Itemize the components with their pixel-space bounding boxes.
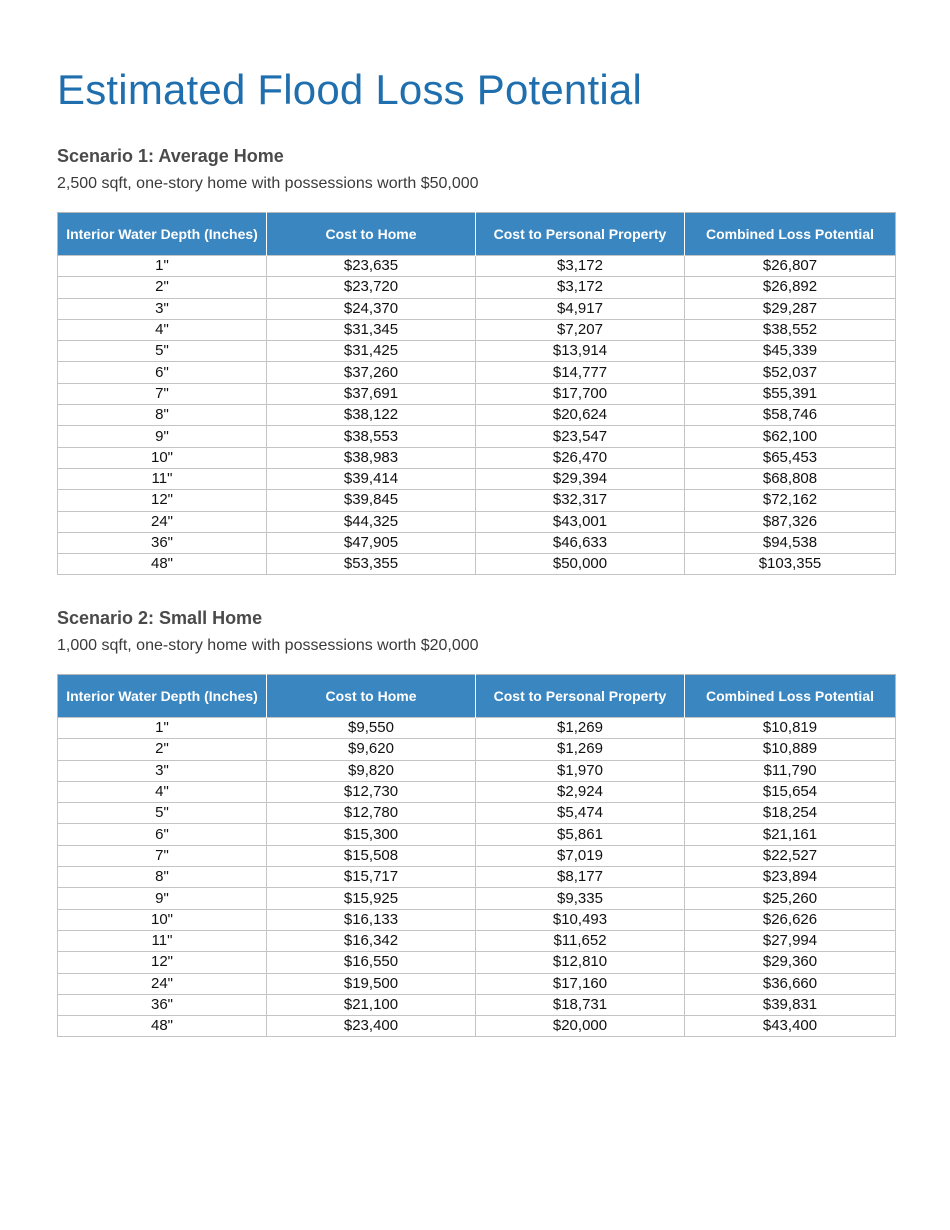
cell-combined: $29,360: [685, 952, 896, 973]
cell-cost-home: $44,325: [267, 511, 476, 532]
cell-cost-home: $16,342: [267, 930, 476, 951]
cell-cost-property: $13,914: [476, 341, 685, 362]
cell-cost-property: $1,970: [476, 760, 685, 781]
cell-depth: 8": [58, 867, 267, 888]
cell-cost-property: $17,700: [476, 383, 685, 404]
table-row: [58, 426, 896, 447]
cell-cost-property: $3,172: [476, 277, 685, 298]
cell-cost-property: $10,493: [476, 909, 685, 930]
cell-combined: $23,894: [685, 867, 896, 888]
cell-combined: $55,391: [685, 383, 896, 404]
cell-combined: $103,355: [685, 554, 896, 575]
table-row: [58, 994, 896, 1015]
cell-combined: $45,339: [685, 341, 896, 362]
cell-depth: 4": [58, 781, 267, 802]
table-body: [58, 718, 896, 1037]
cell-cost-property: $5,861: [476, 824, 685, 845]
cell-depth: 11": [58, 468, 267, 489]
cell-combined: $15,654: [685, 781, 896, 802]
cell-cost-home: $24,370: [267, 298, 476, 319]
column-header-combined: Combined Loss Potential: [685, 675, 896, 718]
cell-depth: 9": [58, 888, 267, 909]
cell-combined: $87,326: [685, 511, 896, 532]
cell-combined: $43,400: [685, 1016, 896, 1037]
cell-depth: 10": [58, 909, 267, 930]
cell-cost-property: $4,917: [476, 298, 685, 319]
cell-combined: $68,808: [685, 468, 896, 489]
table-row: [58, 277, 896, 298]
table-row: [58, 532, 896, 553]
cell-depth: 3": [58, 760, 267, 781]
cell-cost-property: $14,777: [476, 362, 685, 383]
cell-cost-property: $7,019: [476, 845, 685, 866]
cell-depth: 36": [58, 994, 267, 1015]
cell-cost-property: $32,317: [476, 490, 685, 511]
cell-cost-home: $23,635: [267, 256, 476, 277]
cell-combined: $62,100: [685, 426, 896, 447]
cell-depth: 24": [58, 511, 267, 532]
cell-combined: $65,453: [685, 447, 896, 468]
cell-cost-property: $5,474: [476, 803, 685, 824]
cell-cost-home: $37,691: [267, 383, 476, 404]
table-row: [58, 341, 896, 362]
table-row: [58, 490, 896, 511]
cell-cost-home: $9,550: [267, 718, 476, 739]
cell-cost-home: $16,550: [267, 952, 476, 973]
cell-cost-home: $37,260: [267, 362, 476, 383]
table-row: [58, 319, 896, 340]
cell-cost-home: $38,122: [267, 405, 476, 426]
table-row: [58, 973, 896, 994]
cell-cost-home: $39,414: [267, 468, 476, 489]
cell-cost-home: $53,355: [267, 554, 476, 575]
cell-depth: 6": [58, 824, 267, 845]
cell-depth: 5": [58, 341, 267, 362]
table-row: [58, 383, 896, 404]
table-row: [58, 447, 896, 468]
table-row: [58, 739, 896, 760]
cell-combined: $10,819: [685, 718, 896, 739]
cell-depth: 9": [58, 426, 267, 447]
cell-cost-property: $29,394: [476, 468, 685, 489]
scenario-1-table: [57, 212, 896, 575]
cell-cost-property: $1,269: [476, 718, 685, 739]
table-row: [58, 256, 896, 277]
cell-cost-property: $3,172: [476, 256, 685, 277]
cell-combined: $22,527: [685, 845, 896, 866]
cell-depth: 11": [58, 930, 267, 951]
table-header-row: [58, 213, 896, 256]
column-header-cost-property: Cost to Personal Property: [476, 213, 685, 256]
table-row: [58, 468, 896, 489]
table-row: [58, 952, 896, 973]
table-row: [58, 888, 896, 909]
cell-cost-property: $7,207: [476, 319, 685, 340]
cell-cost-property: $17,160: [476, 973, 685, 994]
cell-combined: $18,254: [685, 803, 896, 824]
table-row: [58, 1016, 896, 1037]
column-header-combined: Combined Loss Potential: [685, 213, 896, 256]
column-header-depth: Interior Water Depth (Inches): [58, 213, 267, 256]
cell-cost-home: $9,820: [267, 760, 476, 781]
cell-cost-property: $1,269: [476, 739, 685, 760]
cell-combined: $52,037: [685, 362, 896, 383]
cell-combined: $11,790: [685, 760, 896, 781]
table-row: [58, 718, 896, 739]
table-row: [58, 909, 896, 930]
cell-cost-home: $16,133: [267, 909, 476, 930]
scenario-2-heading: Scenario 2: Small Home: [57, 608, 263, 628]
cell-cost-property: $8,177: [476, 867, 685, 888]
cell-combined: $58,746: [685, 405, 896, 426]
cell-cost-home: $31,345: [267, 319, 476, 340]
cell-depth: 3": [58, 298, 267, 319]
column-header-cost-home: Cost to Home: [267, 675, 476, 718]
cell-depth: 48": [58, 554, 267, 575]
table-row: [58, 824, 896, 845]
table-row: [58, 511, 896, 532]
cell-depth: 48": [58, 1016, 267, 1037]
cell-combined: $27,994: [685, 930, 896, 951]
cell-cost-home: $19,500: [267, 973, 476, 994]
cell-cost-property: $11,652: [476, 930, 685, 951]
cell-depth: 7": [58, 383, 267, 404]
cell-cost-home: $39,845: [267, 490, 476, 511]
table-row: [58, 554, 896, 575]
scenario-1-heading: Scenario 1: Average Home: [57, 146, 284, 166]
cell-cost-property: $2,924: [476, 781, 685, 802]
cell-cost-property: $23,547: [476, 426, 685, 447]
table-row: [58, 760, 896, 781]
cell-cost-property: $50,000: [476, 554, 685, 575]
column-header-cost-property: Cost to Personal Property: [476, 675, 685, 718]
cell-combined: $26,807: [685, 256, 896, 277]
cell-cost-home: $38,983: [267, 447, 476, 468]
cell-combined: $29,287: [685, 298, 896, 319]
cell-depth: 12": [58, 952, 267, 973]
cell-cost-property: $20,624: [476, 405, 685, 426]
cell-cost-property: $20,000: [476, 1016, 685, 1037]
cell-combined: $38,552: [685, 319, 896, 340]
cell-combined: $72,162: [685, 490, 896, 511]
cell-depth: 2": [58, 739, 267, 760]
cell-cost-home: $15,717: [267, 867, 476, 888]
cell-depth: 5": [58, 803, 267, 824]
cell-cost-home: $12,780: [267, 803, 476, 824]
cell-cost-property: $9,335: [476, 888, 685, 909]
cell-cost-home: $15,300: [267, 824, 476, 845]
table-row: [58, 845, 896, 866]
table-row: [58, 930, 896, 951]
table-row: [58, 405, 896, 426]
cell-depth: 10": [58, 447, 267, 468]
cell-depth: 36": [58, 532, 267, 553]
scenario-1-description: 2,500 sqft, one-story home with possessions worth $50,000: [57, 175, 479, 192]
cell-cost-home: $38,553: [267, 426, 476, 447]
cell-combined: $36,660: [685, 973, 896, 994]
cell-cost-property: $12,810: [476, 952, 685, 973]
scenario-2-table: [57, 674, 896, 1037]
cell-depth: 7": [58, 845, 267, 866]
scenario-2-description: 1,000 sqft, one-story home with possessions worth $20,000: [57, 637, 479, 654]
cell-cost-property: $43,001: [476, 511, 685, 532]
cell-combined: $10,889: [685, 739, 896, 760]
cell-cost-home: $47,905: [267, 532, 476, 553]
table-row: [58, 781, 896, 802]
cell-depth: 4": [58, 319, 267, 340]
page-title: Estimated Flood Loss Potential: [57, 66, 642, 113]
cell-cost-home: $23,720: [267, 277, 476, 298]
column-header-cost-home: Cost to Home: [267, 213, 476, 256]
table-row: [58, 867, 896, 888]
cell-cost-property: $46,633: [476, 532, 685, 553]
cell-depth: 24": [58, 973, 267, 994]
cell-depth: 12": [58, 490, 267, 511]
table-body: [58, 256, 896, 575]
cell-depth: 2": [58, 277, 267, 298]
cell-cost-property: $26,470: [476, 447, 685, 468]
cell-cost-home: $12,730: [267, 781, 476, 802]
cell-combined: $94,538: [685, 532, 896, 553]
cell-cost-home: $15,508: [267, 845, 476, 866]
cell-combined: $39,831: [685, 994, 896, 1015]
column-header-depth: Interior Water Depth (Inches): [58, 675, 267, 718]
cell-combined: $21,161: [685, 824, 896, 845]
cell-depth: 8": [58, 405, 267, 426]
table-row: [58, 362, 896, 383]
table-header-row: [58, 675, 896, 718]
cell-cost-home: $23,400: [267, 1016, 476, 1037]
table-row: [58, 803, 896, 824]
cell-combined: $25,260: [685, 888, 896, 909]
cell-depth: 6": [58, 362, 267, 383]
cell-cost-home: $31,425: [267, 341, 476, 362]
cell-cost-home: $15,925: [267, 888, 476, 909]
cell-cost-home: $9,620: [267, 739, 476, 760]
cell-combined: $26,626: [685, 909, 896, 930]
cell-depth: 1": [58, 256, 267, 277]
cell-cost-home: $21,100: [267, 994, 476, 1015]
cell-depth: 1": [58, 718, 267, 739]
cell-cost-property: $18,731: [476, 994, 685, 1015]
table-row: [58, 298, 896, 319]
cell-combined: $26,892: [685, 277, 896, 298]
